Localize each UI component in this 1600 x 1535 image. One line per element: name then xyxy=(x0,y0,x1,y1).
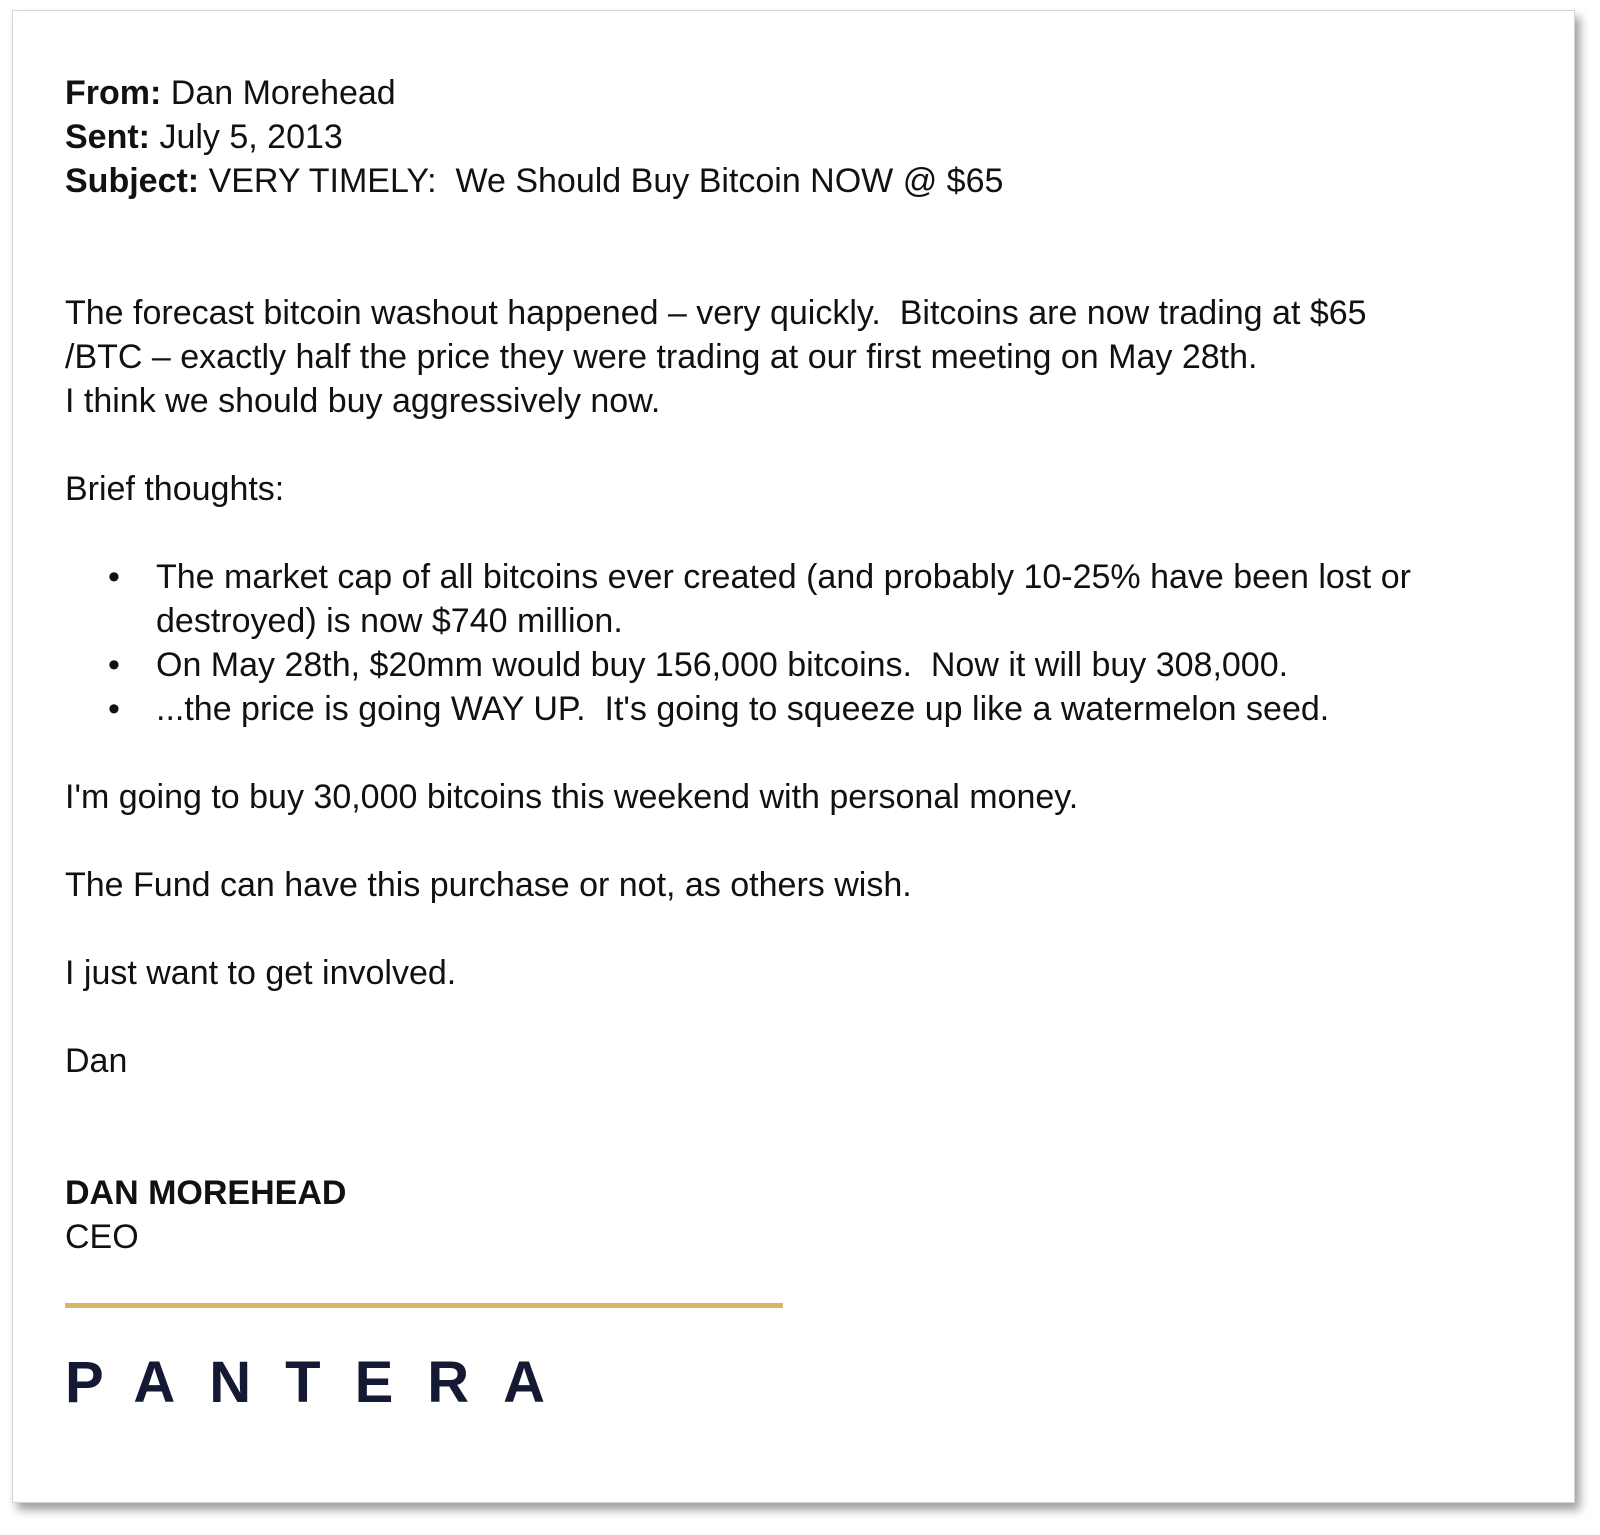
signature-divider xyxy=(65,1303,783,1308)
bullet-text: The market cap of all bitcoins ever created (and probably 10-25% have been lost or destroyed) is now $740 million. xyxy=(156,558,1411,640)
intro-line: /BTC – exactly half the price they were trading at our first meeting on May 28th. xyxy=(65,338,1258,376)
email-content xyxy=(65,71,1545,1259)
sent-value: July 5, 2013 xyxy=(159,118,343,156)
intro-paragraph xyxy=(65,291,1545,423)
pantera-logo: PANTERA xyxy=(65,1350,580,1415)
intro-line: I think we should buy aggressively now. xyxy=(65,382,661,420)
bullet-item xyxy=(108,687,1545,731)
email-document xyxy=(12,10,1575,1503)
bullet-text: On May 28th, $20mm would buy 156,000 bitcoins. Now it will buy 308,000. xyxy=(156,646,1289,684)
from-label: From: xyxy=(65,74,162,112)
signature-title: CEO xyxy=(65,1218,139,1256)
from-line xyxy=(65,71,1545,115)
email-headers xyxy=(65,71,1545,203)
fund-paragraph: The Fund can have this purchase or not, as others wish. xyxy=(65,866,912,904)
bullet-item xyxy=(108,643,1545,687)
involved-paragraph: I just want to get involved. xyxy=(65,954,457,992)
from-value: Dan Morehead xyxy=(170,74,396,112)
buy-paragraph: I'm going to buy 30,000 bitcoins this weekend with personal money. xyxy=(65,778,1079,816)
bullet-list xyxy=(65,555,1545,731)
subject-line xyxy=(65,159,1545,203)
bullet-icon: • xyxy=(108,690,120,728)
intro-line: The forecast bitcoin washout happened – very quickly. Bitcoins are now trading at $65 xyxy=(65,294,1367,332)
bullet-item xyxy=(108,555,1545,643)
sent-line xyxy=(65,115,1545,159)
signoff: Dan xyxy=(65,1042,128,1080)
brief-thoughts-heading: Brief thoughts: xyxy=(65,470,285,508)
bullet-text: ...the price is going WAY UP. It's going to squeeze up like a watermelon seed. xyxy=(156,690,1330,728)
subject-label: Subject: xyxy=(65,162,200,200)
signature-name: DAN MOREHEAD xyxy=(65,1174,347,1212)
sent-label: Sent: xyxy=(65,118,150,156)
subject-value: VERY TIMELY: We Should Buy Bitcoin NOW @ $65 xyxy=(208,162,1004,200)
bullet-icon: • xyxy=(108,558,120,596)
bullet-icon: • xyxy=(108,646,120,684)
